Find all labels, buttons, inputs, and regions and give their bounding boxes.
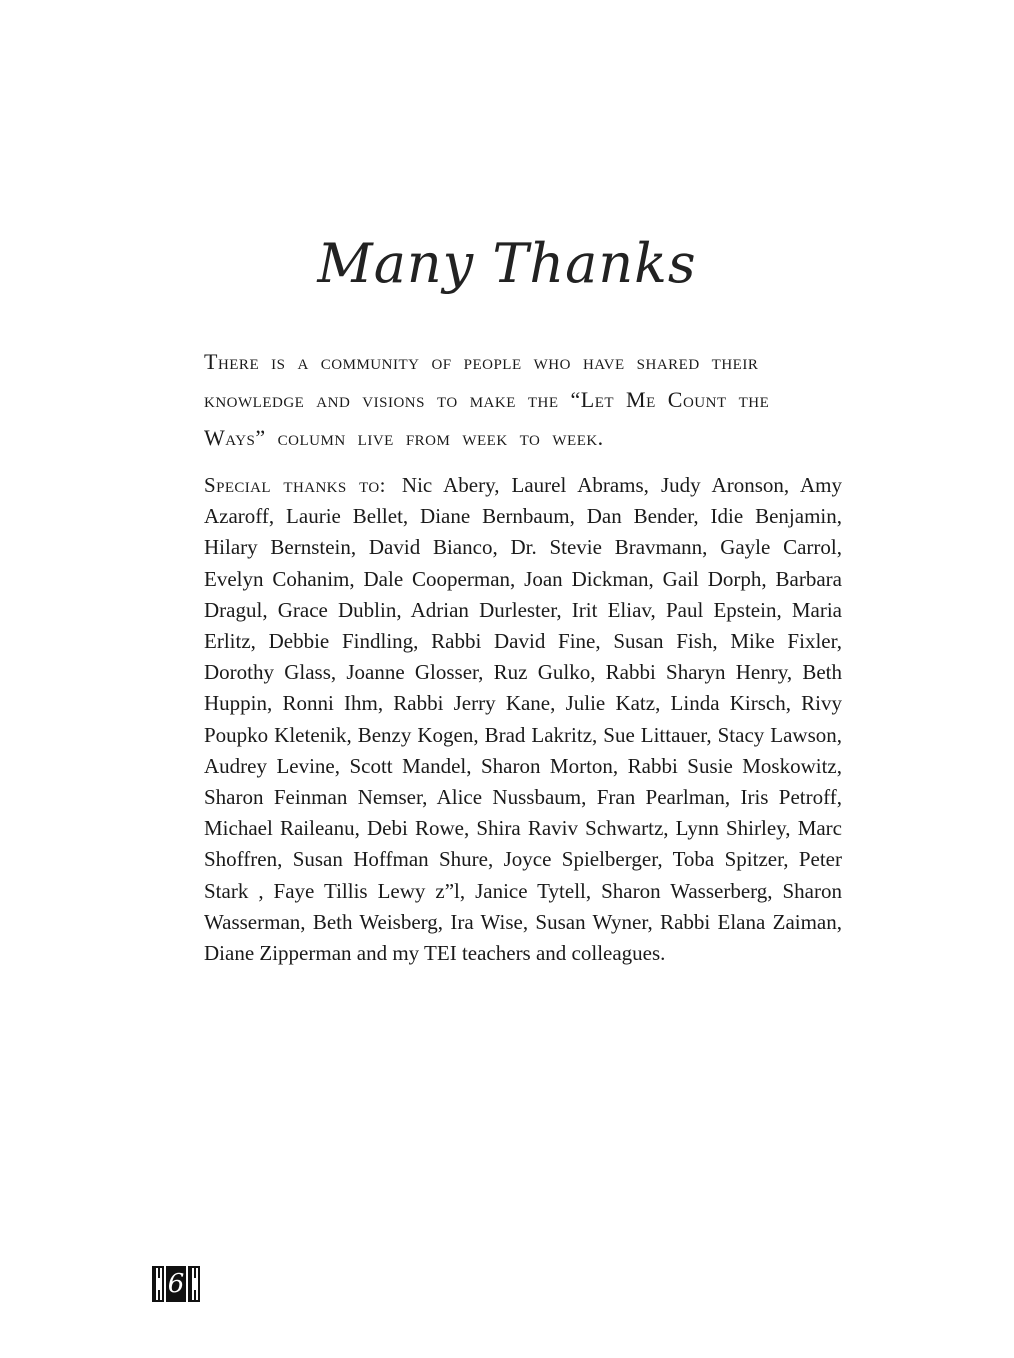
intro-paragraph: There is a community of people who have shared their knowledge and visions to make the “Let Me Count the Ways” column live from week to week. bbox=[204, 349, 770, 450]
page-number: 6 bbox=[166, 1266, 186, 1302]
page-title: Many Thanks bbox=[317, 232, 697, 295]
page-number-left-ornament bbox=[152, 1266, 164, 1302]
special-thanks-paragraph bbox=[204, 470, 842, 969]
page-number-right-ornament bbox=[188, 1266, 200, 1302]
page-number-block bbox=[152, 1266, 200, 1302]
special-thanks-names: Nic Abery, Laurel Abrams, Judy Aronson, Amy Azaroff, Laurie Bellet, Diane Bernbaum, Dan Bender, Idie Benjamin, Hilary Bernstein, David Bianco, Dr. Stevie Bravmann, Gayle Carrol, Evelyn Cohanim, Dale Cooperman, Joan Dickman, Gail Dorph, Barbara Dragul, Grace Dublin, Adrian Durlester, Irit Eliav, Paul Epstein, Maria Erlitz, Debbie Findling, Rabbi David Fine, Susan Fish, Mike Fixler, Dorothy Glass, Joanne Glosser, Ruz Gulko, Rabbi Sharyn Henry, Beth Huppin, Ronni Ihm, Rabbi Jerry Kane, Julie Katz, Linda Kirsch, Rivy Poupko Kletenik, Benzy Kogen, Brad Lakritz, Sue Littauer, Stacy Lawson, Audrey Levine, Scott Mandel, Sharon Morton, Rabbi Susie Moskowitz, Sharon Feinman Nemser, Alice Nussbaum, Fran Pearlman, Iris Petroff, Michael Raileanu, Debi Rowe, Shira Raviv Schwartz, Lynn Shirley, Marc Shoffren, Susan Hoffman Shure, Joyce Spielberger, Toba Spitzer, Peter Stark , Faye Tillis Lewy z”l, Janice Tytell, Sharon Wasserberg, Sharon Wasserman, Beth Weisberg, Ira Wise, Susan Wyner, Rabbi Elana Zaiman, Diane Zipperman and my TEI teachers and colleagues. bbox=[204, 473, 842, 966]
special-thanks-lead: Special thanks to: bbox=[204, 473, 386, 497]
